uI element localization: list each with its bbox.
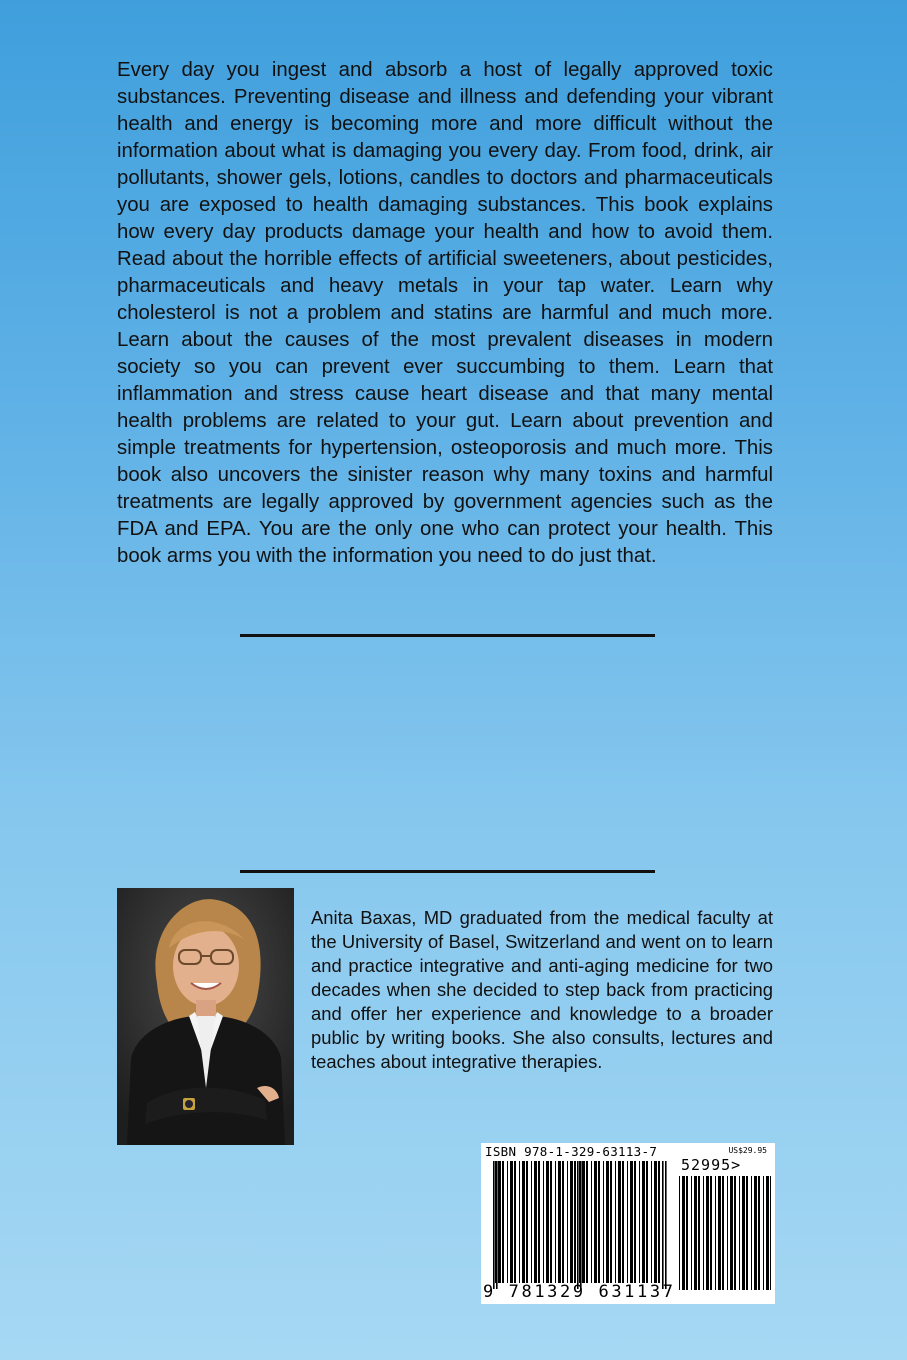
addon-digits: 52995> — [681, 1156, 742, 1174]
ean-digits: 9 781329 631137 — [483, 1282, 676, 1302]
ean-barcode-bars — [481, 1143, 775, 1304]
divider-rule-top — [240, 634, 655, 637]
back-cover-blurb: Every day you ingest and absorb a host of legally approved toxic substances. Preventing disease and illness and defending your vibrant health and energy is becoming more and more difficult without the information about what is damaging you every day. From food, drink, air pollutants, shower gels, lotions, candles to doctors and pharmaceuticals you are exposed to health damaging substances. This book explains how every day products damage your health and how to avoid them. Read about the horrible effects of artificial sweeteners, about pesticides, pharmaceuticals and heavy metals in your tap water. Learn why cholesterol is not a problem and statins are harmful and much more. Learn about the causes of the most prevalent diseases in modern society so you can prevent ever succumbing to them. Learn that inflammation and stress cause heart disease and that many mental health problems are related to your gut. Learn about prevention and simple treatments for hypertension, osteoporosis and much more. This book also uncovers the sinister reason why many toxins and harmful treatments are legally approved by government agencies such as the FDA and EPA. You are the only one who can protect your health. This book arms you with the information you need to do just that. — [117, 59, 773, 567]
isbn-barcode — [481, 1143, 775, 1304]
author-photo — [117, 888, 294, 1145]
price-label: US$29.95 — [728, 1146, 767, 1155]
author-bio: Anita Baxas, MD graduated from the medical faculty at the University of Basel, Switzerland and went on to learn and practice integrative and anti-aging medicine for two decades when she decided to step back from practicing and offer her experience and knowledge to a broader public by writing books. She also consults, lectures and teaches about integrative therapies. — [311, 907, 773, 1072]
divider-rule-bottom — [240, 870, 655, 873]
isbn-label: ISBN 978-1-329-63113-7 — [485, 1144, 658, 1159]
